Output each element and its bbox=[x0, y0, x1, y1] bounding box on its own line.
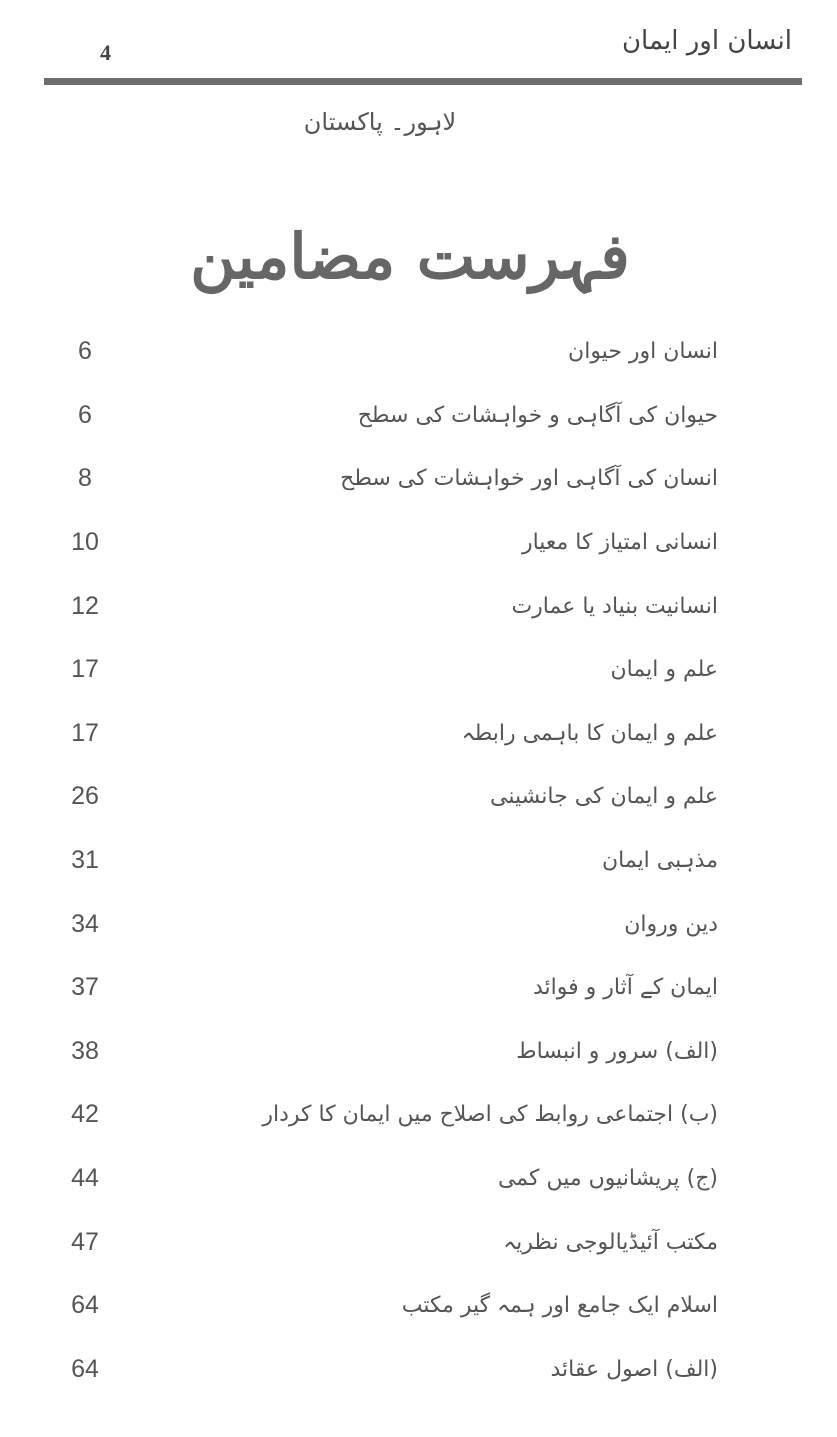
toc-page-number: 12 bbox=[71, 591, 99, 620]
toc-entry-title: مکتب آئیڈیالوجی نظریہ bbox=[503, 1229, 718, 1255]
toc-page-number: 44 bbox=[71, 1164, 99, 1193]
toc-entry-title: (ب) اجتماعی روابط کی اصلاح میں ایمان کا کردار bbox=[262, 1102, 718, 1128]
toc-entry-title: اسلام ایک جامع اور ہمہ گیر مکتب bbox=[401, 1293, 718, 1319]
toc-page-number: 34 bbox=[71, 909, 99, 938]
toc-entry-title: انسان اور حیوان bbox=[568, 339, 718, 365]
toc-entry-title: علم و ایمان کی جانشینی bbox=[490, 784, 718, 810]
toc-heading: فہرست مضامین bbox=[190, 220, 630, 293]
toc-page-number: 64 bbox=[71, 1291, 99, 1320]
toc-entry-title: دین وروان bbox=[624, 911, 718, 937]
toc-entry bbox=[40, 956, 720, 1020]
toc-entry-title: حیوان کی آگاہی و خواہشات کی سطح bbox=[357, 402, 718, 428]
toc-entry bbox=[40, 702, 720, 766]
toc-entry bbox=[40, 384, 720, 448]
toc-entry bbox=[40, 1147, 720, 1211]
toc-entry bbox=[40, 574, 720, 638]
toc-entry-title: انسانیت بنیاد یا عمارت bbox=[511, 593, 718, 619]
toc-page-number: 26 bbox=[71, 782, 99, 811]
toc-entry bbox=[40, 765, 720, 829]
toc-entry bbox=[40, 1083, 720, 1147]
toc-entry bbox=[40, 1274, 720, 1338]
toc-entry bbox=[40, 892, 720, 956]
toc-entry bbox=[40, 638, 720, 702]
book-title: انسان اور ایمان bbox=[621, 26, 792, 56]
toc-entry bbox=[40, 1210, 720, 1274]
toc-page-number: 17 bbox=[71, 655, 99, 684]
toc-entry-title: ایمان کے آثار و فوائد bbox=[532, 975, 718, 1001]
toc-entry bbox=[40, 447, 720, 511]
toc-page-number: 38 bbox=[71, 1036, 99, 1065]
toc-entry-title: (الف) اصول عقائد bbox=[550, 1356, 718, 1382]
toc-page-number: 37 bbox=[71, 973, 99, 1002]
toc-list bbox=[40, 320, 720, 1401]
toc-page-number: 42 bbox=[71, 1100, 99, 1129]
toc-entry-title: مذہبی ایمان bbox=[601, 848, 718, 874]
toc-entry bbox=[40, 829, 720, 893]
toc-entry-title: (الف) سرور و انبساط bbox=[516, 1038, 718, 1064]
toc-entry bbox=[40, 511, 720, 575]
running-header bbox=[0, 0, 837, 90]
toc-page-number: 10 bbox=[71, 528, 99, 557]
toc-entry bbox=[40, 1338, 720, 1402]
toc-entry-title: (ج) پریشانیوں میں کمی bbox=[497, 1166, 718, 1192]
toc-entry-title: علم و ایمان bbox=[610, 657, 718, 683]
toc-entry-title: انسانی امتیاز کا معیار bbox=[521, 530, 718, 556]
toc-entry-title: انسان کی آگاہی اور خواہشات کی سطح bbox=[340, 466, 718, 492]
toc-page-number: 17 bbox=[71, 718, 99, 747]
toc-page-number: 8 bbox=[78, 464, 92, 493]
toc-page-number: 47 bbox=[71, 1227, 99, 1256]
toc-page-number: 31 bbox=[71, 846, 99, 875]
publisher-stamp: لاہور۔ پاکستان bbox=[303, 108, 457, 136]
header-rule bbox=[44, 78, 802, 85]
toc-page-number: 6 bbox=[78, 400, 92, 429]
page-number: 4 bbox=[100, 40, 111, 65]
toc-entry-title: علم و ایمان کا باہمی رابطہ bbox=[461, 720, 718, 746]
toc-page-number: 6 bbox=[78, 337, 92, 366]
toc-entry bbox=[40, 320, 720, 384]
toc-page-number: 64 bbox=[71, 1354, 99, 1383]
toc-entry bbox=[40, 1020, 720, 1084]
